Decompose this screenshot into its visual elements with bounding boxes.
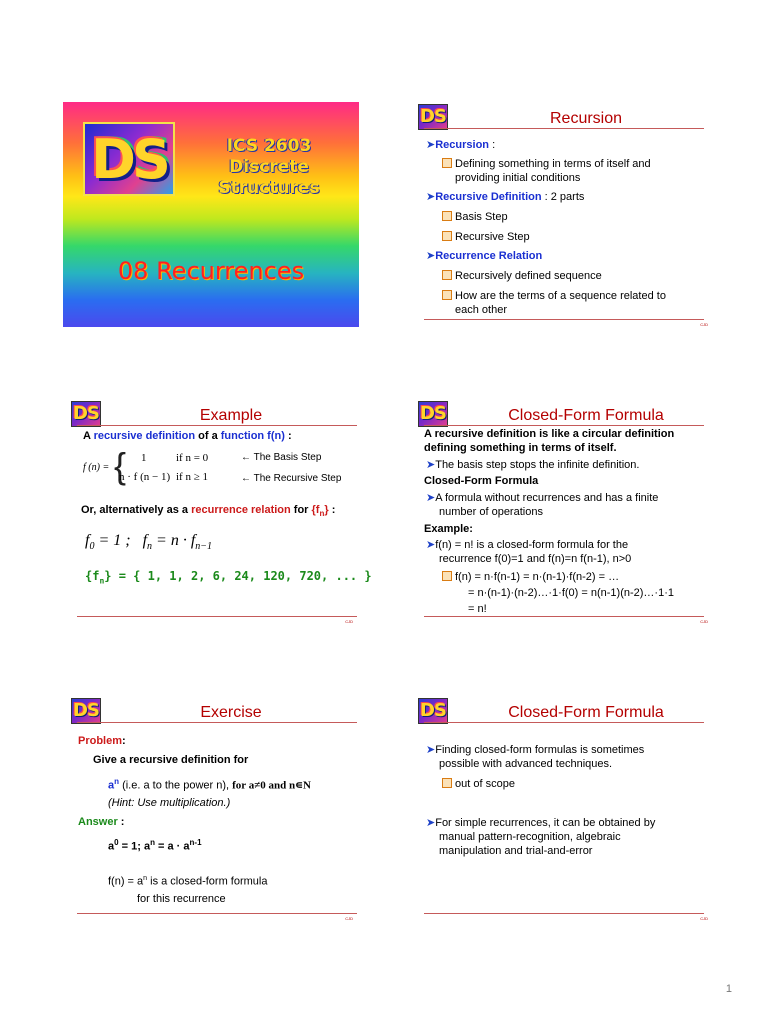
slide-closed-form-2 — [418, 696, 714, 921]
slide-recursion — [418, 102, 714, 327]
bullet: ➤A formula without recurrences and has a finite — [426, 492, 659, 504]
fn-lhs: f (n) = — [83, 462, 110, 473]
closed-form-note-cont: for this recurrence — [137, 893, 226, 905]
brace: { — [114, 445, 127, 486]
footer-mark: CJD — [700, 322, 708, 327]
answer-label: Answer : — [78, 816, 125, 828]
footer-mark: CJD — [700, 619, 708, 624]
problem-text: Give a recursive definition for — [93, 754, 249, 766]
alt-intro: Or, alternatively as a recurrence relation for $\{f_n\}$ : — [81, 504, 336, 519]
recursive-step-note: ← The Recursive Step — [241, 473, 342, 484]
sub-bullet: out of scope — [442, 777, 515, 791]
slide-title: Recursion — [549, 110, 623, 127]
footer-mark: CJD — [345, 916, 353, 921]
bullet: ➤f(n) = n! is a closed-form formula for the — [426, 539, 629, 551]
case1-condition: if n = 0 — [176, 452, 209, 464]
bullet: ➤The basis step stops the infinite definition. — [426, 459, 640, 471]
bullet-cont: number of operations — [439, 506, 543, 518]
recurrence-formula: $f_0 = 1$ ; $f_n = n \cdot f_{n-1}$ — [85, 532, 213, 553]
derivation-line: = n·(n-1)·(n-2)…·1·f(0) = n(n-1)(n-2)…·1·1 — [468, 587, 674, 599]
bullet-recursion: ➤Recursion : — [426, 139, 496, 151]
bullet-cont: manual pattern-recognition, algebraic — [439, 831, 621, 843]
footer-mark: CJD — [345, 619, 353, 624]
box-bullet-icon — [442, 270, 452, 280]
problem-label: Problem: — [78, 735, 126, 747]
footer-divider — [424, 616, 704, 617]
box-bullet-icon — [442, 290, 452, 300]
sub-bullet-cont: providing initial conditions — [455, 172, 581, 184]
title-divider — [424, 128, 704, 129]
slide-title: Closed-Form Formula — [508, 407, 664, 424]
sub-bullet: f(n) = n·f(n-1) = n·(n-1)·f(n-2) = … — [442, 570, 619, 584]
example-intro: A recursive definition of a function f(n) : — [83, 430, 292, 442]
sequence: $\{f_n\}$ = { 1, 1, 2, 6, 24, 120, 720, ... } — [85, 569, 372, 586]
ds-logo-small: DS — [418, 401, 448, 427]
slide-title: Exercise — [200, 704, 262, 721]
slide-example — [63, 399, 372, 624]
ds-logo-small: DS — [71, 401, 101, 427]
heading: Closed-Form Formula — [424, 475, 539, 487]
slide-exercise — [63, 696, 359, 921]
basis-step-note: ← The Basis Step — [241, 452, 322, 463]
bullet-recurrence-relation: ➤Recurrence Relation — [426, 250, 543, 262]
footer-divider — [77, 616, 357, 617]
box-bullet-icon — [442, 778, 452, 788]
slide-title: Closed-Form Formula — [508, 704, 664, 721]
sub-bullet: Defining something in terms of itself and — [442, 157, 651, 171]
bullet: ➤For simple recurrences, it can be obtained by — [426, 817, 656, 829]
title-divider — [77, 722, 357, 723]
case2-value: n · f (n − 1) — [119, 471, 171, 483]
footer-divider — [424, 913, 704, 914]
footer-divider — [424, 319, 704, 320]
power-expression: $a^n$ (i.e. a to the power n), for a≠0 and n∊N — [108, 777, 311, 792]
sub-bullet: Recursively defined sequence — [442, 269, 602, 283]
case1-value: 1 — [141, 452, 147, 464]
footer-mark: CJD — [700, 916, 708, 921]
course-name: Discrete Structures — [218, 157, 320, 198]
slide-closed-form-1 — [418, 399, 714, 624]
paragraph-line: defining something in terms of itself. — [424, 442, 617, 454]
ds-logo: DS — [83, 122, 175, 196]
sub-bullet-cont: each other — [455, 304, 507, 316]
bullet: ➤Finding closed-form formulas is sometimes — [426, 744, 645, 756]
sub-bullet: How are the terms of a sequence related to — [442, 289, 666, 303]
deck-title: 08 Recurrences — [117, 257, 305, 285]
derivation-line: = n! — [468, 603, 487, 615]
box-bullet-icon — [442, 231, 452, 241]
page-number: 1 — [725, 983, 732, 995]
ds-logo-small: DS — [71, 698, 101, 724]
box-bullet-icon — [442, 211, 452, 221]
slide-title: Example — [199, 407, 263, 424]
bullet-recursive-definition: ➤Recursive Definition : 2 parts — [426, 191, 585, 203]
closed-form-note: $f(n) = a^n$ is a closed-form formula — [108, 875, 268, 888]
box-bullet-icon — [442, 571, 452, 581]
course-heading — [181, 136, 357, 199]
bullet-cont: recurrence f(0)=1 and f(n)=n f(n-1), n>0 — [439, 553, 632, 565]
title-divider — [424, 722, 704, 723]
sub-bullet: Recursive Step — [442, 230, 530, 244]
ds-logo-small: DS — [418, 104, 448, 130]
ds-logo-small: DS — [418, 698, 448, 724]
bullet-cont: possible with advanced techniques. — [439, 758, 613, 770]
hint: (Hint: Use multiplication.) — [108, 797, 231, 809]
bullet-cont: manipulation and trial-and-error — [439, 845, 593, 857]
case2-condition: if n ≥ 1 — [176, 471, 209, 483]
title-slide — [63, 102, 359, 327]
answer-formula: $a^0 = 1$; $a^n = a \cdot a^{n-1}$ — [108, 838, 202, 853]
paragraph-line: A recursive definition is like a circular definition — [424, 428, 675, 440]
sub-bullet: Basis Step — [442, 210, 508, 224]
title-divider — [424, 425, 704, 426]
title-divider — [77, 425, 357, 426]
heading: Example: — [424, 523, 473, 535]
course-code: ICS 2603 — [226, 136, 312, 156]
box-bullet-icon — [442, 158, 452, 168]
footer-divider — [77, 913, 357, 914]
